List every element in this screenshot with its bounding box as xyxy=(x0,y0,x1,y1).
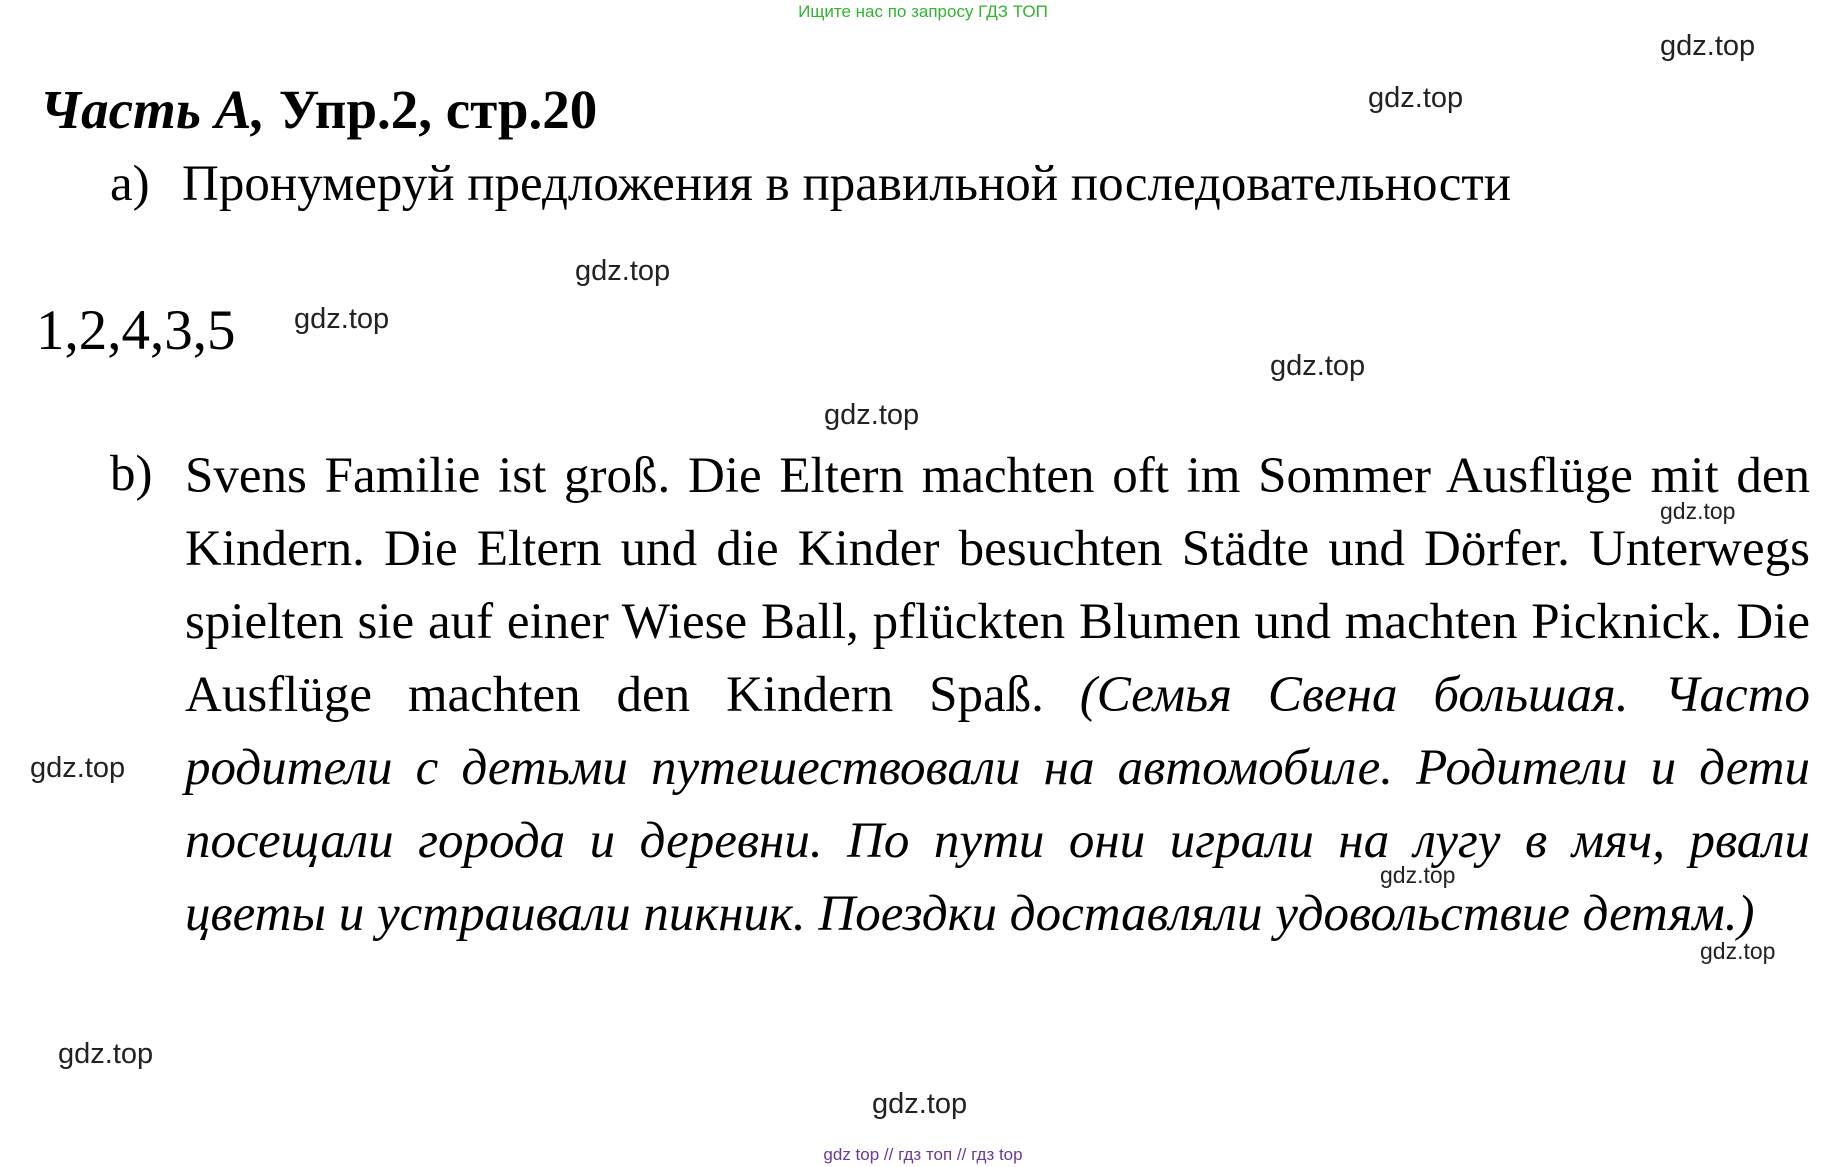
task-a-marker: a) xyxy=(110,156,150,212)
page-title xyxy=(40,78,597,141)
task-b-paragraph xyxy=(185,440,1810,951)
task-a-instruction: Пронумеруй предложения в правильной последовательности xyxy=(182,156,1511,212)
watermark: gdz.top xyxy=(1660,498,1736,524)
watermark: gdz.top xyxy=(1700,938,1776,964)
watermark: gdz.top xyxy=(872,1088,968,1120)
title-exercise: Упр.2, стр.20 xyxy=(265,79,598,140)
task-b-russian: (Семья Свена большая. Часто родители с детьми путешествовали на автомобиле. Родители и дети посещали города и деревни. По пути они играли на лугу в мяч, рвали цветы и устраивали пикник. Поездки доставляли удовольствие детям.) xyxy=(185,667,1811,942)
top-banner: Ищите нас по запросу ГДЗ ТОП xyxy=(798,2,1048,21)
watermark: gdz.top xyxy=(575,255,671,287)
footer-watermark: gdz top // гдз топ // гдз top xyxy=(823,1145,1023,1164)
watermark: gdz.top xyxy=(1380,862,1456,888)
task-b-marker: b) xyxy=(110,446,153,502)
watermark: gdz.top xyxy=(294,303,390,335)
watermark: gdz.top xyxy=(1660,30,1756,62)
watermark: gdz.top xyxy=(1270,350,1366,382)
task-a-answer: 1,2,4,3,5 xyxy=(36,299,236,362)
task-b-german: Svens Familie ist groß. Die Eltern machten oft im Sommer Ausflüge mit den Kindern. Die Eltern und die Kinder besuchten Städte und Dörfer. Unterwegs spielten sie auf einer Wiese Ball, pflückten Blumen und machten Picknick. Die Ausflüge machten den Kindern Spaß. xyxy=(185,448,1810,723)
watermark: gdz.top xyxy=(824,399,920,431)
title-part: Часть A, xyxy=(40,79,266,140)
watermark: gdz.top xyxy=(58,1038,154,1070)
watermark: gdz.top xyxy=(1368,82,1464,114)
watermark: gdz.top xyxy=(30,752,126,784)
